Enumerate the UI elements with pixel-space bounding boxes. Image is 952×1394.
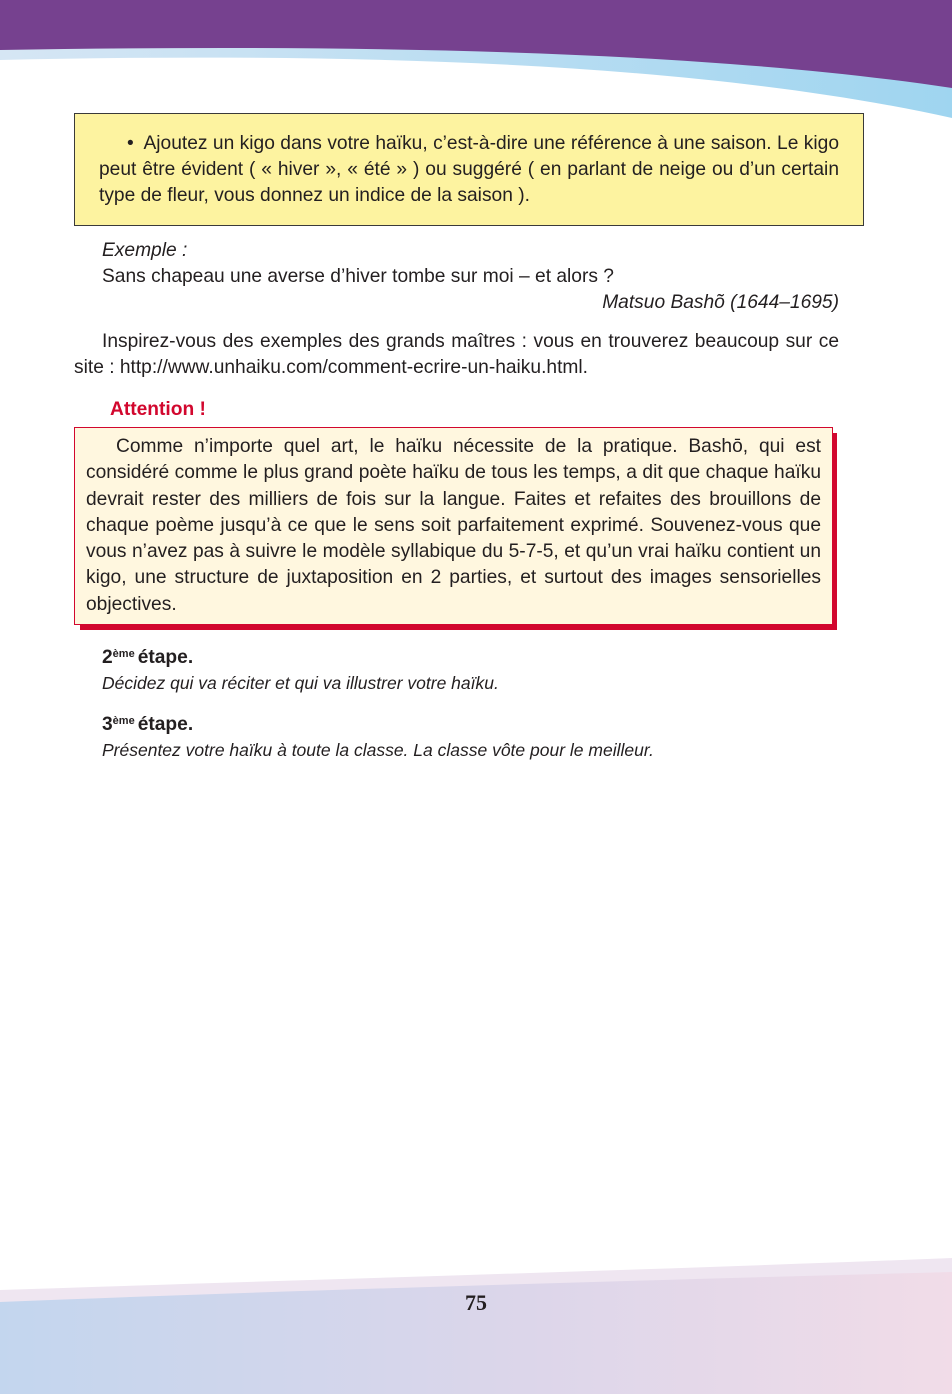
bullet-icon: •: [127, 133, 134, 154]
kigo-tip-text: [99, 131, 839, 209]
haiku-example: [102, 238, 839, 316]
attention-text: Comme n’importe quel art, le haïku nécessite de la pratique. Bashō, qui est considéré comme le plus grand poète haïku de tous les temps, a dit que chaque haïku devrait rester des milliers de fois sur la langue. Faites et refaites des brouillons de chaque poème jusqu’à ce que le sens soit parfaitement exprimé. Souvenez-vous que vous n’avez pas à suivre le modèle syllabique du 5-7-5, et qu’un vrai haïku contient un kigo, une structure de juxtaposition en 2 parties, et surtout des images sensorielles objectives.: [86, 436, 821, 615]
kigo-tip-box: [74, 113, 864, 226]
kigo-tip-content: Ajoutez un kigo dans votre haïku, c’est-à-dire une référence à une saison. Le kigo peut être évident ( « hiver », « été » ) ou suggéré ( en parlant de neige ou d’un certain type de fleur, vous donnez un indice de la saison ).: [99, 133, 839, 206]
step-3-number: 3: [102, 714, 113, 735]
step-2-superscript: ème: [112, 648, 135, 660]
step-2-description: Décidez qui va réciter et qui va illustrer votre haïku.: [102, 673, 499, 693]
step-2-heading: [102, 647, 499, 669]
inspire-paragraph: Inspirez-vous des exemples des grands maîtres : vous en trouverez beaucoup sur ce site : http://www.unhaiku.com/comment-ecrire-un-haiku.html.: [74, 331, 839, 378]
step-2-number: 2: [102, 647, 113, 668]
step-3-title: étape.: [137, 714, 194, 735]
step-3: [102, 714, 654, 761]
example-haiku: Sans chapeau une averse d’hiver tombe sur moi – et alors ?: [102, 266, 614, 287]
attention-box: [74, 427, 833, 625]
page-number: 75: [465, 1290, 487, 1315]
example-label: Exemple :: [102, 240, 188, 261]
step-3-description: Présentez votre haïku à toute la classe. La classe vôte pour le meilleur.: [102, 740, 654, 760]
step-2-title: étape.: [137, 647, 194, 668]
example-author: Matsuo Bashõ (1644–1695): [602, 292, 839, 313]
header-decoration: [0, 0, 952, 130]
attention-title: Attention !: [110, 399, 206, 420]
step-2: [102, 647, 499, 694]
step-3-heading: [102, 714, 654, 736]
step-3-superscript: ème: [112, 715, 135, 727]
footer-decoration: [0, 1240, 952, 1394]
